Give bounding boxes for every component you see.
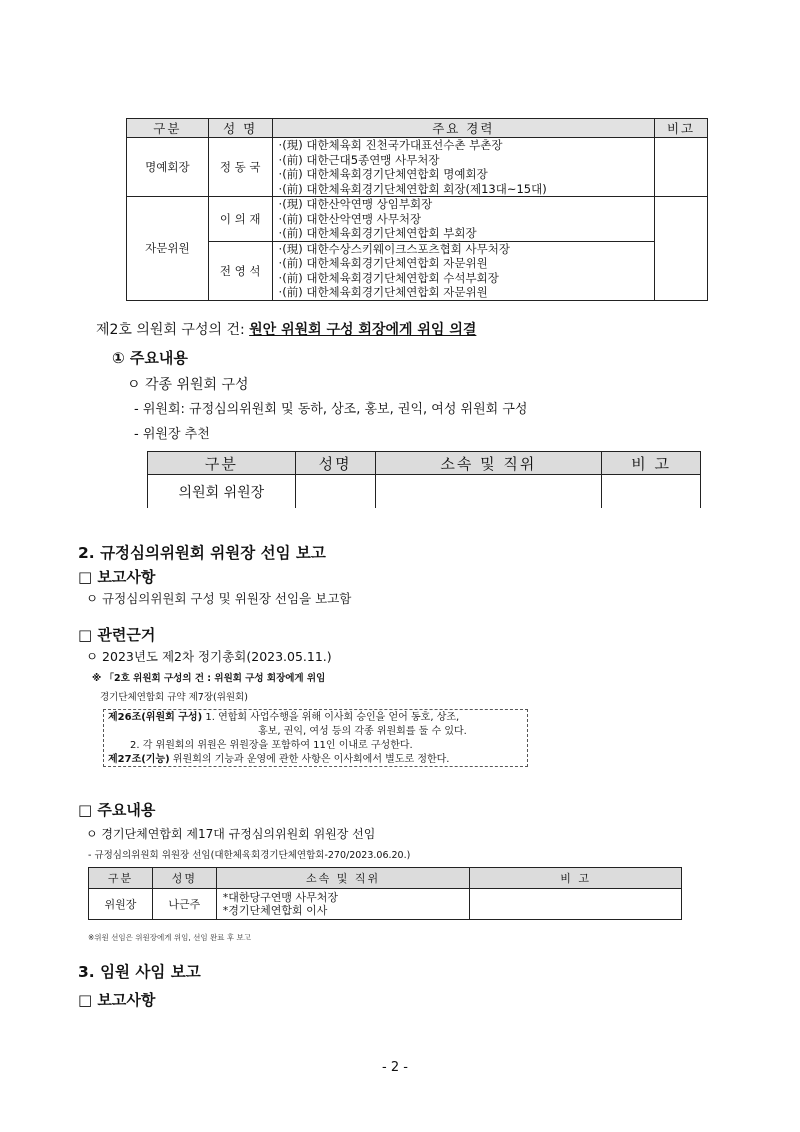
row-note	[470, 889, 682, 920]
career-item: ·(前) 대한체육회경기단체연합회 자문위원	[278, 285, 488, 299]
header-category: 구분	[127, 119, 209, 138]
section-3-title: 3. 임원 사임 보고	[78, 963, 201, 981]
committee-chair-table	[147, 451, 701, 508]
career-item: ·(前) 대한근대5종연맹 사무처장	[278, 152, 440, 167]
table-row	[89, 889, 682, 920]
affiliation-item: *경기단체연합회 이사	[222, 904, 328, 917]
header-category: 구분	[148, 452, 296, 475]
header-category: 구분	[89, 868, 153, 889]
header-affiliation: 소속 및 직위	[216, 868, 470, 889]
agenda-2-line	[96, 319, 476, 339]
table-row	[127, 197, 708, 242]
basis-note-1: ※ 「2호 위원회 구성의 건 : 위원회 구성 회장에게 위임	[92, 673, 326, 684]
regulation-excerpt-box	[103, 709, 528, 767]
honorary-advisor-table	[126, 118, 708, 301]
chair-appointment-table	[88, 867, 682, 920]
header-career: 주요 경력	[272, 119, 655, 138]
career-item: ·(前) 대한산악연맹 사무처장	[278, 211, 422, 226]
row-name: 정 동 국	[208, 138, 272, 197]
row-affiliation	[216, 889, 470, 920]
agenda-2-prefix: 제2호 의원회 구성의 건:	[96, 322, 250, 338]
header-name: 성명	[152, 868, 216, 889]
report-item: ㅇ 규정심의위원회 구성 및 위원장 선임을 보고함	[86, 591, 352, 606]
page-number: - 2 -	[382, 1060, 408, 1075]
career-item: ·(現) 대한체육회 진천국가대표선수촌 부촌장	[278, 138, 503, 152]
career-item: ·(前) 대한체육회경기단체연합회 자문위원	[278, 256, 488, 270]
regulation-line	[108, 739, 523, 753]
career-item: ·(現) 대한산악연맹 상임부회장	[278, 197, 433, 211]
career-item: ·(現) 대한수상스키웨이크스포츠협회 사무처장	[278, 241, 510, 256]
row-note	[655, 138, 708, 197]
main-item: ㅇ 경기단체연합회 제17대 규정심의위원회 위원장 선임	[86, 827, 376, 841]
regulation-line	[108, 711, 523, 725]
main-content-heading: ① 주요내용	[112, 349, 188, 367]
table-header-row	[89, 868, 682, 889]
agenda-2-resolution: 원안 위원회 구성 회장에게 위임 의결	[249, 322, 477, 338]
basis-heading: □ 관련근거	[78, 626, 156, 644]
committee-dash-1: - 위원회: 규정심의위원회 및 동하, 상조, 홍보, 권익, 여성 위원회 구성	[134, 402, 528, 417]
row-name: 전 영 석	[208, 241, 272, 300]
committee-dash-2: - 위원장 추천	[134, 427, 210, 442]
row-career	[272, 138, 655, 197]
footnote: ※위원 선임은 위원장에게 위임, 선임 완료 후 보고	[88, 933, 252, 942]
header-name: 성명	[295, 452, 375, 475]
row-category: 자문위원	[127, 197, 209, 301]
article-text: 위원회의 기능과 운영에 관한 사항은 이사회에서 별도로 정한다.	[169, 754, 450, 765]
row-affiliation	[375, 475, 602, 509]
header-note: 비 고	[602, 452, 701, 475]
main-dash: - 규정심의위원회 위원장 선임(대한체육회경기단체연합회-270/2023.06.20.)	[88, 850, 411, 861]
row-category: 의원회 위원장	[148, 475, 296, 509]
row-note	[602, 475, 701, 509]
header-affiliation: 소속 및 직위	[375, 452, 602, 475]
article-text: 1. 연합회 사업수행을 위해 이사회 승인을 얻어 동호, 상조,	[202, 712, 460, 723]
table-row	[127, 138, 708, 197]
row-career	[272, 241, 655, 300]
article-label: 제26조(위원회 구성)	[108, 712, 203, 723]
article-text: 2. 각 위원회의 위원은 위원장을 포함하여 11인 이내로 구성한다.	[130, 740, 413, 751]
regulation-line	[108, 725, 523, 739]
regulation-line	[108, 753, 523, 767]
basis-note-2: 경기단체연합회 규약 제7장(위원회)	[100, 692, 248, 703]
section-2-title: 2. 규정심의위원회 위원장 선임 보고	[78, 544, 326, 562]
row-career	[272, 197, 655, 242]
affiliation-item: *대한당구연맹 사무처장	[222, 891, 339, 904]
header-name: 성 명	[208, 119, 272, 138]
committee-bullet: ㅇ 각종 위원회 구성	[127, 377, 249, 393]
article-label: 제27조(기능)	[108, 754, 170, 765]
career-item: ·(前) 대한체육회경기단체연합회 명예회장	[278, 167, 488, 181]
table-row	[148, 475, 701, 509]
row-category: 명예회장	[127, 138, 209, 197]
table-header-row	[127, 119, 708, 138]
table-header-row	[148, 452, 701, 475]
header-note: 비고	[655, 119, 708, 138]
main-heading: □ 주요내용	[78, 801, 156, 819]
career-item: ·(前) 대한체육회경기단체연합회 수석부회장	[278, 270, 499, 285]
row-name	[295, 475, 375, 509]
career-item: ·(前) 대한체육회경기단체연합회 부회장	[278, 226, 477, 240]
row-name: 이 의 재	[208, 197, 272, 242]
article-text: 홍보, 권익, 여성 등의 각종 위원회를 둘 수 있다.	[258, 726, 467, 737]
row-note	[655, 197, 708, 301]
row-name: 나근주	[152, 889, 216, 920]
career-item: ·(前) 대한체육회경기단체연합회 회장(제13대~15대)	[278, 181, 547, 196]
report-heading: □ 보고사항	[78, 991, 156, 1009]
report-heading: □ 보고사항	[78, 568, 156, 586]
basis-item: ㅇ 2023년도 제2차 정기총회(2023.05.11.)	[86, 649, 332, 664]
row-category: 위원장	[89, 889, 153, 920]
table-row	[127, 241, 708, 300]
header-note: 비 고	[470, 868, 682, 889]
